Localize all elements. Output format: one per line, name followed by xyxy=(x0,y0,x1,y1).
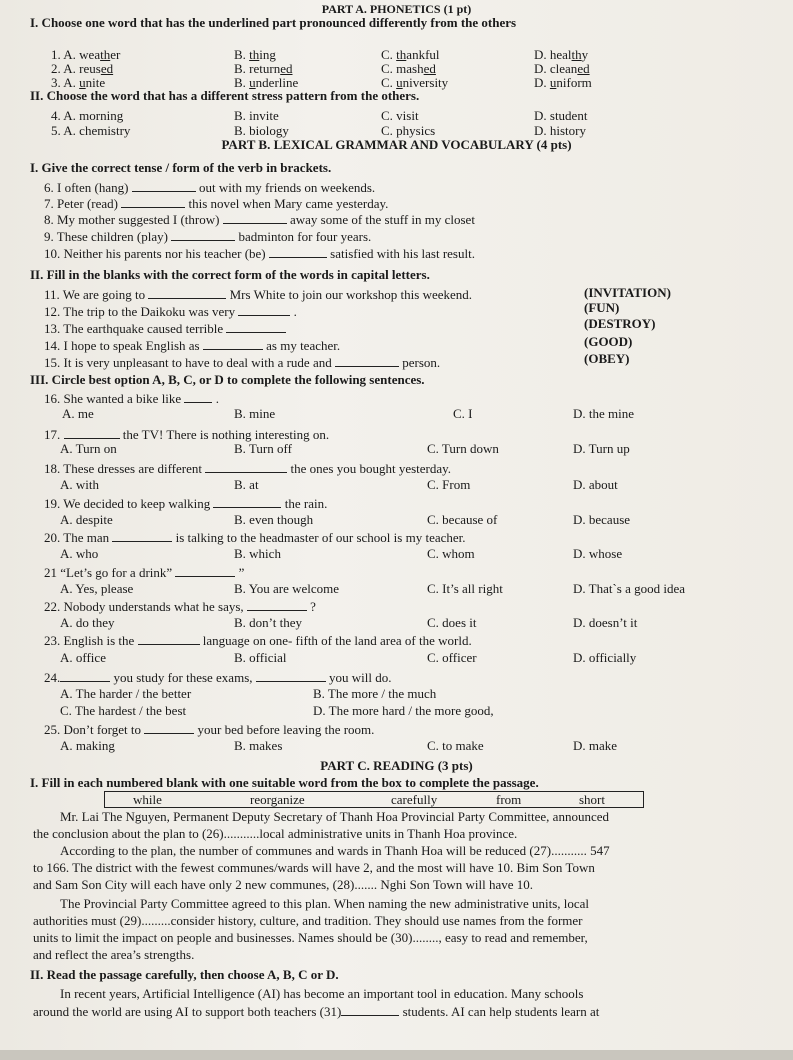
part-c-header: PART C. READING (3 pts) xyxy=(320,758,473,773)
answer-blank[interactable] xyxy=(223,212,287,224)
answer-blank[interactable] xyxy=(203,338,263,350)
question-item xyxy=(44,530,466,545)
option-a[interactable]: A. office xyxy=(60,650,106,665)
underlined-part: u xyxy=(249,75,256,90)
question-item xyxy=(44,338,340,353)
option-a[interactable]: A. do they xyxy=(60,615,115,630)
part-b-header: PART B. LEXICAL GRAMMAR AND VOCABULARY (4 pts) xyxy=(221,137,572,152)
underlined-part: u xyxy=(396,75,403,90)
option-d[interactable] xyxy=(534,75,592,90)
underlined-part: th xyxy=(100,47,111,62)
underlined-part: th xyxy=(396,47,407,62)
passage-line: In recent years, Artificial Intelligence (AI) has become an important tool in education. Many schools xyxy=(60,986,584,1001)
underlined-part: th xyxy=(571,47,582,62)
option-b[interactable] xyxy=(234,61,293,76)
option-a[interactable]: A. despite xyxy=(60,512,113,527)
question-text: Mrs White to join our workshop this weekend. xyxy=(229,287,473,302)
question-text: this novel when Mary came yesterday. xyxy=(188,196,389,211)
question-item xyxy=(44,212,475,227)
passage-line xyxy=(33,1004,599,1019)
answer-blank[interactable] xyxy=(256,670,326,682)
answer-blank[interactable] xyxy=(121,196,185,208)
option-b[interactable]: B. mine xyxy=(234,406,276,421)
capital-word: (INVITATION) xyxy=(584,285,671,300)
option-c[interactable]: C. because of xyxy=(427,512,498,527)
option-text: nite xyxy=(85,75,106,90)
option-text: 1. A. wea xyxy=(51,47,101,62)
option-c[interactable]: C. whom xyxy=(427,546,475,561)
capital-word: (GOOD) xyxy=(584,334,633,349)
option-a[interactable]: A. with xyxy=(60,477,99,492)
underlined-part: ed xyxy=(280,61,293,76)
section-title: II. Choose the word that has a different stress pattern from the others. xyxy=(30,88,420,103)
capital-word: (DESTROY) xyxy=(584,316,656,331)
answer-blank[interactable] xyxy=(112,530,172,542)
section-title: I. Give the correct tense / form of the verb in brackets. xyxy=(30,160,332,175)
option-text: B. return xyxy=(234,61,281,76)
option-text: nderline xyxy=(255,75,299,90)
option-a[interactable]: 5. A. chemistry xyxy=(51,123,131,138)
option-a[interactable]: A. who xyxy=(60,546,99,561)
option-c[interactable]: C. does it xyxy=(427,615,477,630)
option-d[interactable]: D. officially xyxy=(573,650,637,665)
underlined-part: th xyxy=(249,47,260,62)
option-text: niform xyxy=(556,75,592,90)
word-box-item: reorganize xyxy=(250,792,305,807)
question-text: 21 “Let’s go for a drink” xyxy=(44,565,173,580)
option-b[interactable]: B. even though xyxy=(234,512,314,527)
question-item xyxy=(44,670,392,685)
answer-blank[interactable] xyxy=(171,229,235,241)
option-c[interactable]: C. The hardest / the best xyxy=(60,703,187,718)
word-box-item: while xyxy=(133,792,162,807)
question-text: 9. These children (play) xyxy=(44,229,168,244)
option-d[interactable]: D. whose xyxy=(573,546,623,561)
option-d[interactable]: D. The more hard / the more good, xyxy=(313,703,494,718)
question-text: satisfied with his last result. xyxy=(330,246,475,261)
question-text: 11. We are going to xyxy=(44,287,146,302)
question-text: . xyxy=(215,391,219,406)
passage-line: and Sam Son City will each have only 2 new communes, (28)....... Nghi Son Town will have 10. xyxy=(33,877,534,892)
option-d[interactable] xyxy=(534,47,588,62)
capital-word: (OBEY) xyxy=(584,351,630,366)
part-a-header: PART A. PHONETICS (1 pt) xyxy=(321,2,472,16)
underlined-part: ed xyxy=(423,61,436,76)
option-text: niversity xyxy=(402,75,449,90)
question-item xyxy=(44,355,440,370)
capital-word: (FUN) xyxy=(584,300,620,315)
question-text: . xyxy=(293,304,297,319)
option-c[interactable]: C. to make xyxy=(427,738,484,753)
passage-line: units to limit the impact on people and businesses. Names should be (30)........, easy to read and remember, xyxy=(33,930,588,945)
section-title: II. Fill in the blanks with the correct form of the words in capital letters. xyxy=(30,267,430,282)
question-item xyxy=(44,180,375,195)
option-a[interactable]: A. me xyxy=(62,406,94,421)
option-text: 3. A. xyxy=(51,75,80,90)
option-n[interactable] xyxy=(51,47,120,62)
passage-line: authorities must (29).........consider history, culture, and tradition. They should use names from the former xyxy=(33,913,583,928)
option-text: er xyxy=(110,47,121,62)
option-text: C. xyxy=(381,75,397,90)
underlined-part: u xyxy=(549,75,557,90)
question-text: is talking to the headmaster of our school is my teacher. xyxy=(175,530,466,545)
underlined-part: ed xyxy=(577,61,590,76)
question-text: 12. The trip to the Daikoku was very xyxy=(44,304,236,319)
question-item xyxy=(44,461,451,476)
option-d[interactable]: D. Turn up xyxy=(573,441,630,456)
option-b[interactable]: B. which xyxy=(234,546,281,561)
option-d[interactable]: D. student xyxy=(534,108,588,123)
answer-blank[interactable] xyxy=(335,355,399,367)
answer-blank[interactable] xyxy=(132,180,196,192)
question-text: as my teacher. xyxy=(266,338,341,353)
option-b[interactable]: B. Turn off xyxy=(234,441,292,456)
question-text: 10. Neither his parents nor his teacher (be) xyxy=(44,246,266,261)
option-d[interactable]: D. because xyxy=(573,512,631,527)
option-text: 2. A. reus xyxy=(51,61,101,76)
option-text: C. mash xyxy=(381,61,424,76)
question-item xyxy=(44,229,371,244)
option-b[interactable]: B. You are welcome xyxy=(234,581,340,596)
option-b[interactable]: B. biology xyxy=(234,123,289,138)
passage-line: According to the plan, the number of communes and wards in Thanh Hoa will be reduced (27)........... 547 xyxy=(60,843,610,858)
passage-line: to 166. The district with the fewest communes/wards will have 2, and the most will have 10. Bim Son Town xyxy=(33,860,595,875)
option-text: D. clean xyxy=(534,61,578,76)
answer-blank[interactable] xyxy=(226,321,286,333)
page-edge xyxy=(0,1050,793,1060)
question-text: your bed before leaving the room. xyxy=(197,722,375,737)
question-text: 8. My mother suggested I (throw) xyxy=(44,212,220,227)
option-c[interactable]: C. I xyxy=(453,406,473,421)
option-a[interactable]: A. Yes, please xyxy=(60,581,134,596)
question-text: 14. I hope to speak English as xyxy=(44,338,200,353)
passage-line: The Provincial Party Committee agreed to this plan. When naming the new administrative units, local xyxy=(60,896,590,911)
question-text: 17. xyxy=(44,427,61,442)
question-item xyxy=(44,599,316,614)
option-text: ankful xyxy=(406,47,440,62)
underlined-part: u xyxy=(79,75,86,90)
option-d[interactable]: D. the mine xyxy=(573,406,635,421)
section-title: I. Choose one word that has the underlined part pronounced differently from the others xyxy=(30,15,517,30)
option-c[interactable] xyxy=(381,61,436,76)
option-text: B. xyxy=(234,47,250,62)
option-a[interactable]: A. Turn on xyxy=(60,441,117,456)
question-text: away some of the stuff in my closet xyxy=(289,212,475,227)
question-text: ? xyxy=(310,599,316,614)
question-text: the TV! There is nothing interesting on. xyxy=(122,427,330,442)
question-text: 23. English is the xyxy=(44,633,135,648)
option-c[interactable]: C. physics xyxy=(381,123,436,138)
option-d[interactable]: D. history xyxy=(534,123,586,138)
option-b[interactable]: B. makes xyxy=(234,738,283,753)
question-text: the rain. xyxy=(284,496,328,511)
question-text: 13. The earthquake caused terrible xyxy=(44,321,224,336)
option-c[interactable]: C. visit xyxy=(381,108,419,123)
answer-blank[interactable] xyxy=(64,427,120,439)
question-text: 22. Nobody understands what he says, xyxy=(44,599,244,614)
option-n[interactable] xyxy=(51,61,113,76)
question-text: 16. She wanted a bike like xyxy=(44,391,182,406)
question-text: 6. I often (hang) xyxy=(44,180,129,195)
passage-line: and reflect the area’s strengths. xyxy=(33,947,195,962)
option-text: ing xyxy=(259,47,276,62)
question-text: language on one- fifth of the land area of the world. xyxy=(202,633,472,648)
option-b[interactable]: B. at xyxy=(234,477,259,492)
answer-blank[interactable] xyxy=(60,670,110,682)
question-text: 18. These dresses are different xyxy=(44,461,202,476)
option-text: B. xyxy=(234,75,250,90)
option-c[interactable]: C. From xyxy=(427,477,471,492)
answer-blank[interactable] xyxy=(213,496,281,508)
question-text: the ones you bought yesterday. xyxy=(290,461,452,476)
option-d[interactable]: D. about xyxy=(573,477,618,492)
option-text: D. heal xyxy=(534,47,572,62)
word-box xyxy=(104,791,644,808)
answer-blank[interactable] xyxy=(138,633,200,645)
option-a[interactable]: A. making xyxy=(60,738,115,753)
answer-blank[interactable] xyxy=(341,1004,399,1016)
option-d[interactable] xyxy=(534,61,590,76)
question-text: you study for these exams, xyxy=(113,670,253,685)
word-box-item: short xyxy=(579,792,605,807)
section-title: III. Circle best option A, B, C, or D to complete the following sentences. xyxy=(30,372,425,387)
answer-blank[interactable] xyxy=(205,461,287,473)
question-item xyxy=(44,304,297,319)
option-d[interactable]: D. doesn’t it xyxy=(573,615,638,630)
answer-blank[interactable] xyxy=(238,304,290,316)
question-item xyxy=(44,722,374,737)
option-a[interactable]: 4. A. morning xyxy=(51,108,124,123)
option-b[interactable]: B. The more / the much xyxy=(313,686,437,701)
option-d[interactable]: D. That`s a good idea xyxy=(573,581,686,596)
word-box-item: from xyxy=(496,792,522,807)
question-item xyxy=(44,246,475,261)
option-b[interactable]: B. invite xyxy=(234,108,279,123)
question-text: you will do. xyxy=(329,670,392,685)
question-text: badminton for four years. xyxy=(238,229,372,244)
answer-blank[interactable] xyxy=(148,287,226,299)
question-item xyxy=(44,321,286,336)
answer-blank[interactable] xyxy=(269,246,327,258)
option-c[interactable] xyxy=(381,47,440,62)
passage-text: around the world are using AI to support both teachers (31) xyxy=(33,1004,342,1019)
option-c[interactable]: C. It’s all right xyxy=(427,581,503,596)
underlined-part: ed xyxy=(100,61,114,76)
option-text: C. xyxy=(381,47,397,62)
question-item xyxy=(44,633,472,648)
option-c[interactable]: C. officer xyxy=(427,650,477,665)
option-b[interactable]: B. don’t they xyxy=(234,615,303,630)
question-text: 7. Peter (read) xyxy=(44,196,118,211)
question-item xyxy=(44,391,219,406)
question-text: 19. We decided to keep walking xyxy=(44,496,211,511)
section-title: I. Fill in each numbered blank with one suitable word from the box to complete the passage. xyxy=(30,775,539,790)
answer-blank[interactable] xyxy=(144,722,194,734)
question-item xyxy=(44,196,388,211)
passage-text: students. AI can help students learn at xyxy=(402,1004,600,1019)
answer-blank[interactable] xyxy=(175,565,235,577)
question-text: 15. It is very unpleasant to have to deal with a rude and xyxy=(44,355,332,370)
question-item xyxy=(44,565,244,580)
question-item xyxy=(44,427,329,442)
section-title: II. Read the passage carefully, then choose A, B, C or D. xyxy=(30,967,339,982)
question-text: ” xyxy=(238,565,245,580)
question-text: 25. Don’t forget to xyxy=(44,722,142,737)
question-text: person. xyxy=(402,355,441,370)
question-item xyxy=(44,496,327,511)
passage-line: Mr. Lai The Nguyen, Permanent Deputy Secretary of Thanh Hoa Provincial Party Committee, announced xyxy=(60,809,609,824)
question-text: out with my friends on weekends. xyxy=(198,180,376,195)
option-b[interactable] xyxy=(234,47,276,62)
option-c[interactable]: C. Turn down xyxy=(427,441,499,456)
option-a[interactable]: A. The harder / the better xyxy=(60,686,192,701)
question-item xyxy=(44,287,472,302)
option-b[interactable]: B. official xyxy=(234,650,287,665)
passage-line: the conclusion about the plan to (26)...........local administrative units in Thanh Hoa province. xyxy=(33,826,518,841)
answer-blank[interactable] xyxy=(184,391,212,403)
word-box-item: carefully xyxy=(391,792,438,807)
option-d[interactable]: D. make xyxy=(573,738,618,753)
question-text: 24. xyxy=(44,670,61,685)
question-text: 20. The man xyxy=(44,530,110,545)
option-text: D. xyxy=(534,75,550,90)
option-text: y xyxy=(581,47,589,62)
answer-blank[interactable] xyxy=(247,599,307,611)
